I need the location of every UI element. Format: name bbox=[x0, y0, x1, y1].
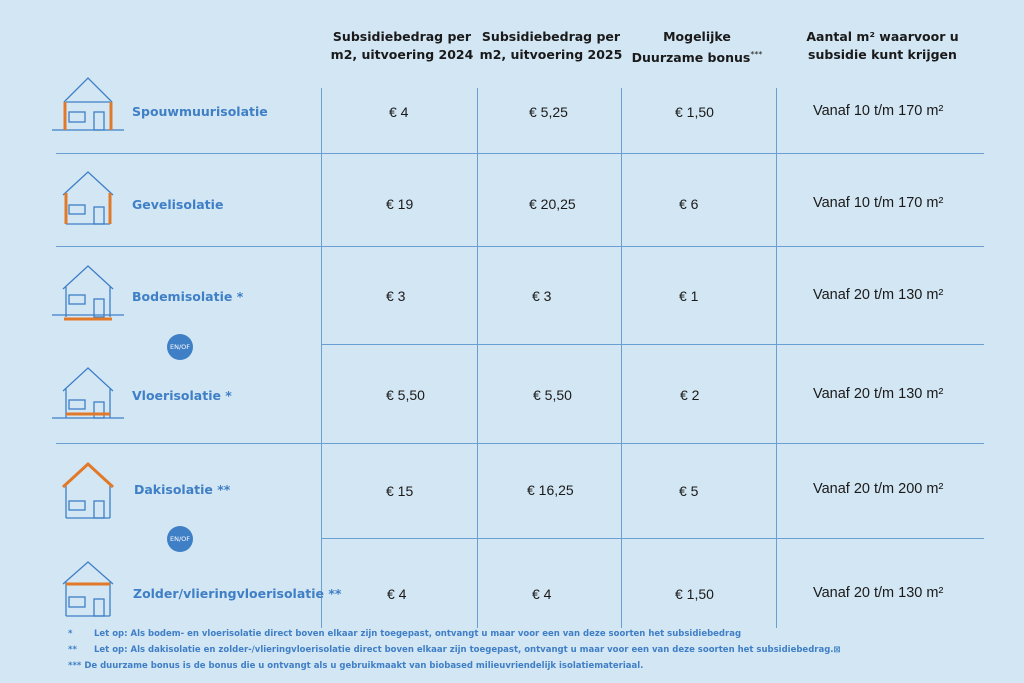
row-label-bodem: Bodemisolatie * bbox=[132, 289, 244, 304]
grid-vline-3 bbox=[621, 88, 622, 628]
cell-2025: € 5,25 bbox=[529, 104, 568, 120]
cell-2024: € 5,50 bbox=[386, 387, 425, 403]
header-range: Aantal m² waarvoor u subsidie kunt krijgen bbox=[806, 29, 959, 62]
header-bonus: Mogelijke Duurzame bonus*** bbox=[631, 29, 763, 66]
row-label-dak: Dakisolatie ** bbox=[134, 482, 231, 497]
footnote-3: *** De duurzame bonus is de bonus die u ontvangt als u gebruikmaakt van biobased milieuvriendelijk isolatiemateriaal. bbox=[68, 661, 644, 671]
cell-2024: € 3 bbox=[386, 288, 406, 304]
grid-hline-5 bbox=[321, 538, 984, 539]
house-wall-icon bbox=[52, 74, 124, 136]
header-2024: Subsidiebedrag per m2, uitvoering 2024 bbox=[330, 29, 474, 62]
row-label-zolder: Zolder/vlieringvloerisolatie ** bbox=[133, 586, 342, 601]
grid-hline-4 bbox=[56, 443, 984, 444]
cell-2025: € 16,25 bbox=[527, 482, 574, 498]
grid-vline-1 bbox=[321, 88, 322, 628]
cell-range: Vanaf 20 t/m 130 m² bbox=[813, 386, 944, 402]
house-floor-icon bbox=[52, 366, 124, 424]
cell-2024: € 19 bbox=[386, 196, 414, 212]
cell-bonus: € 1 bbox=[679, 288, 699, 304]
and-or-badge: EN/OF bbox=[167, 334, 193, 360]
header-2025: Subsidiebedrag per m2, uitvoering 2025 bbox=[479, 29, 623, 62]
cell-bonus: € 6 bbox=[679, 196, 699, 212]
row-label-spouwmuur: Spouwmuurisolatie bbox=[132, 104, 268, 119]
house-attic-icon bbox=[58, 559, 122, 619]
cell-2024: € 4 bbox=[389, 104, 409, 120]
grid-hline-3 bbox=[321, 344, 984, 345]
row-label-vloer: Vloerisolatie * bbox=[132, 388, 232, 403]
grid-hline-1 bbox=[56, 153, 984, 154]
cell-2025: € 20,25 bbox=[529, 196, 576, 212]
cell-2025: € 5,50 bbox=[533, 387, 572, 403]
footnote-2: ** Let op: Als dakisolatie en zolder-/vlieringvloerisolatie direct boven elkaar zijn toegepast, ontvangt u maar voor een van deze soorten het subsidiebedrag.⊠ bbox=[68, 645, 841, 655]
cell-bonus: € 5 bbox=[679, 483, 699, 499]
cell-2024: € 15 bbox=[386, 483, 414, 499]
grid-hline-2 bbox=[56, 246, 984, 247]
cell-range: Vanaf 20 t/m 130 m² bbox=[813, 585, 944, 601]
cell-range: Vanaf 10 t/m 170 m² bbox=[813, 195, 944, 211]
cell-2024: € 4 bbox=[387, 586, 407, 602]
grid-vline-2 bbox=[477, 88, 478, 628]
cell-range: Vanaf 10 t/m 170 m² bbox=[813, 103, 944, 119]
cell-2025: € 3 bbox=[532, 288, 552, 304]
cell-bonus: € 2 bbox=[680, 387, 700, 403]
cell-range: Vanaf 20 t/m 130 m² bbox=[813, 287, 944, 303]
house-facade-icon bbox=[58, 169, 122, 227]
cell-bonus: € 1,50 bbox=[675, 586, 714, 602]
house-roof-icon bbox=[58, 461, 122, 521]
and-or-badge: EN/OF bbox=[167, 526, 193, 552]
cell-bonus: € 1,50 bbox=[675, 104, 714, 120]
cell-2025: € 4 bbox=[532, 586, 552, 602]
row-label-gevel: Gevelisolatie bbox=[132, 197, 224, 212]
footnote-1: * Let op: Als bodem- en vloerisolatie direct boven elkaar zijn toegepast, ontvangt u maar voor een van deze soorten het subsidiebedrag bbox=[68, 629, 742, 639]
grid-vline-4 bbox=[776, 88, 777, 628]
cell-range: Vanaf 20 t/m 200 m² bbox=[813, 481, 944, 497]
house-ground-icon bbox=[52, 264, 124, 324]
